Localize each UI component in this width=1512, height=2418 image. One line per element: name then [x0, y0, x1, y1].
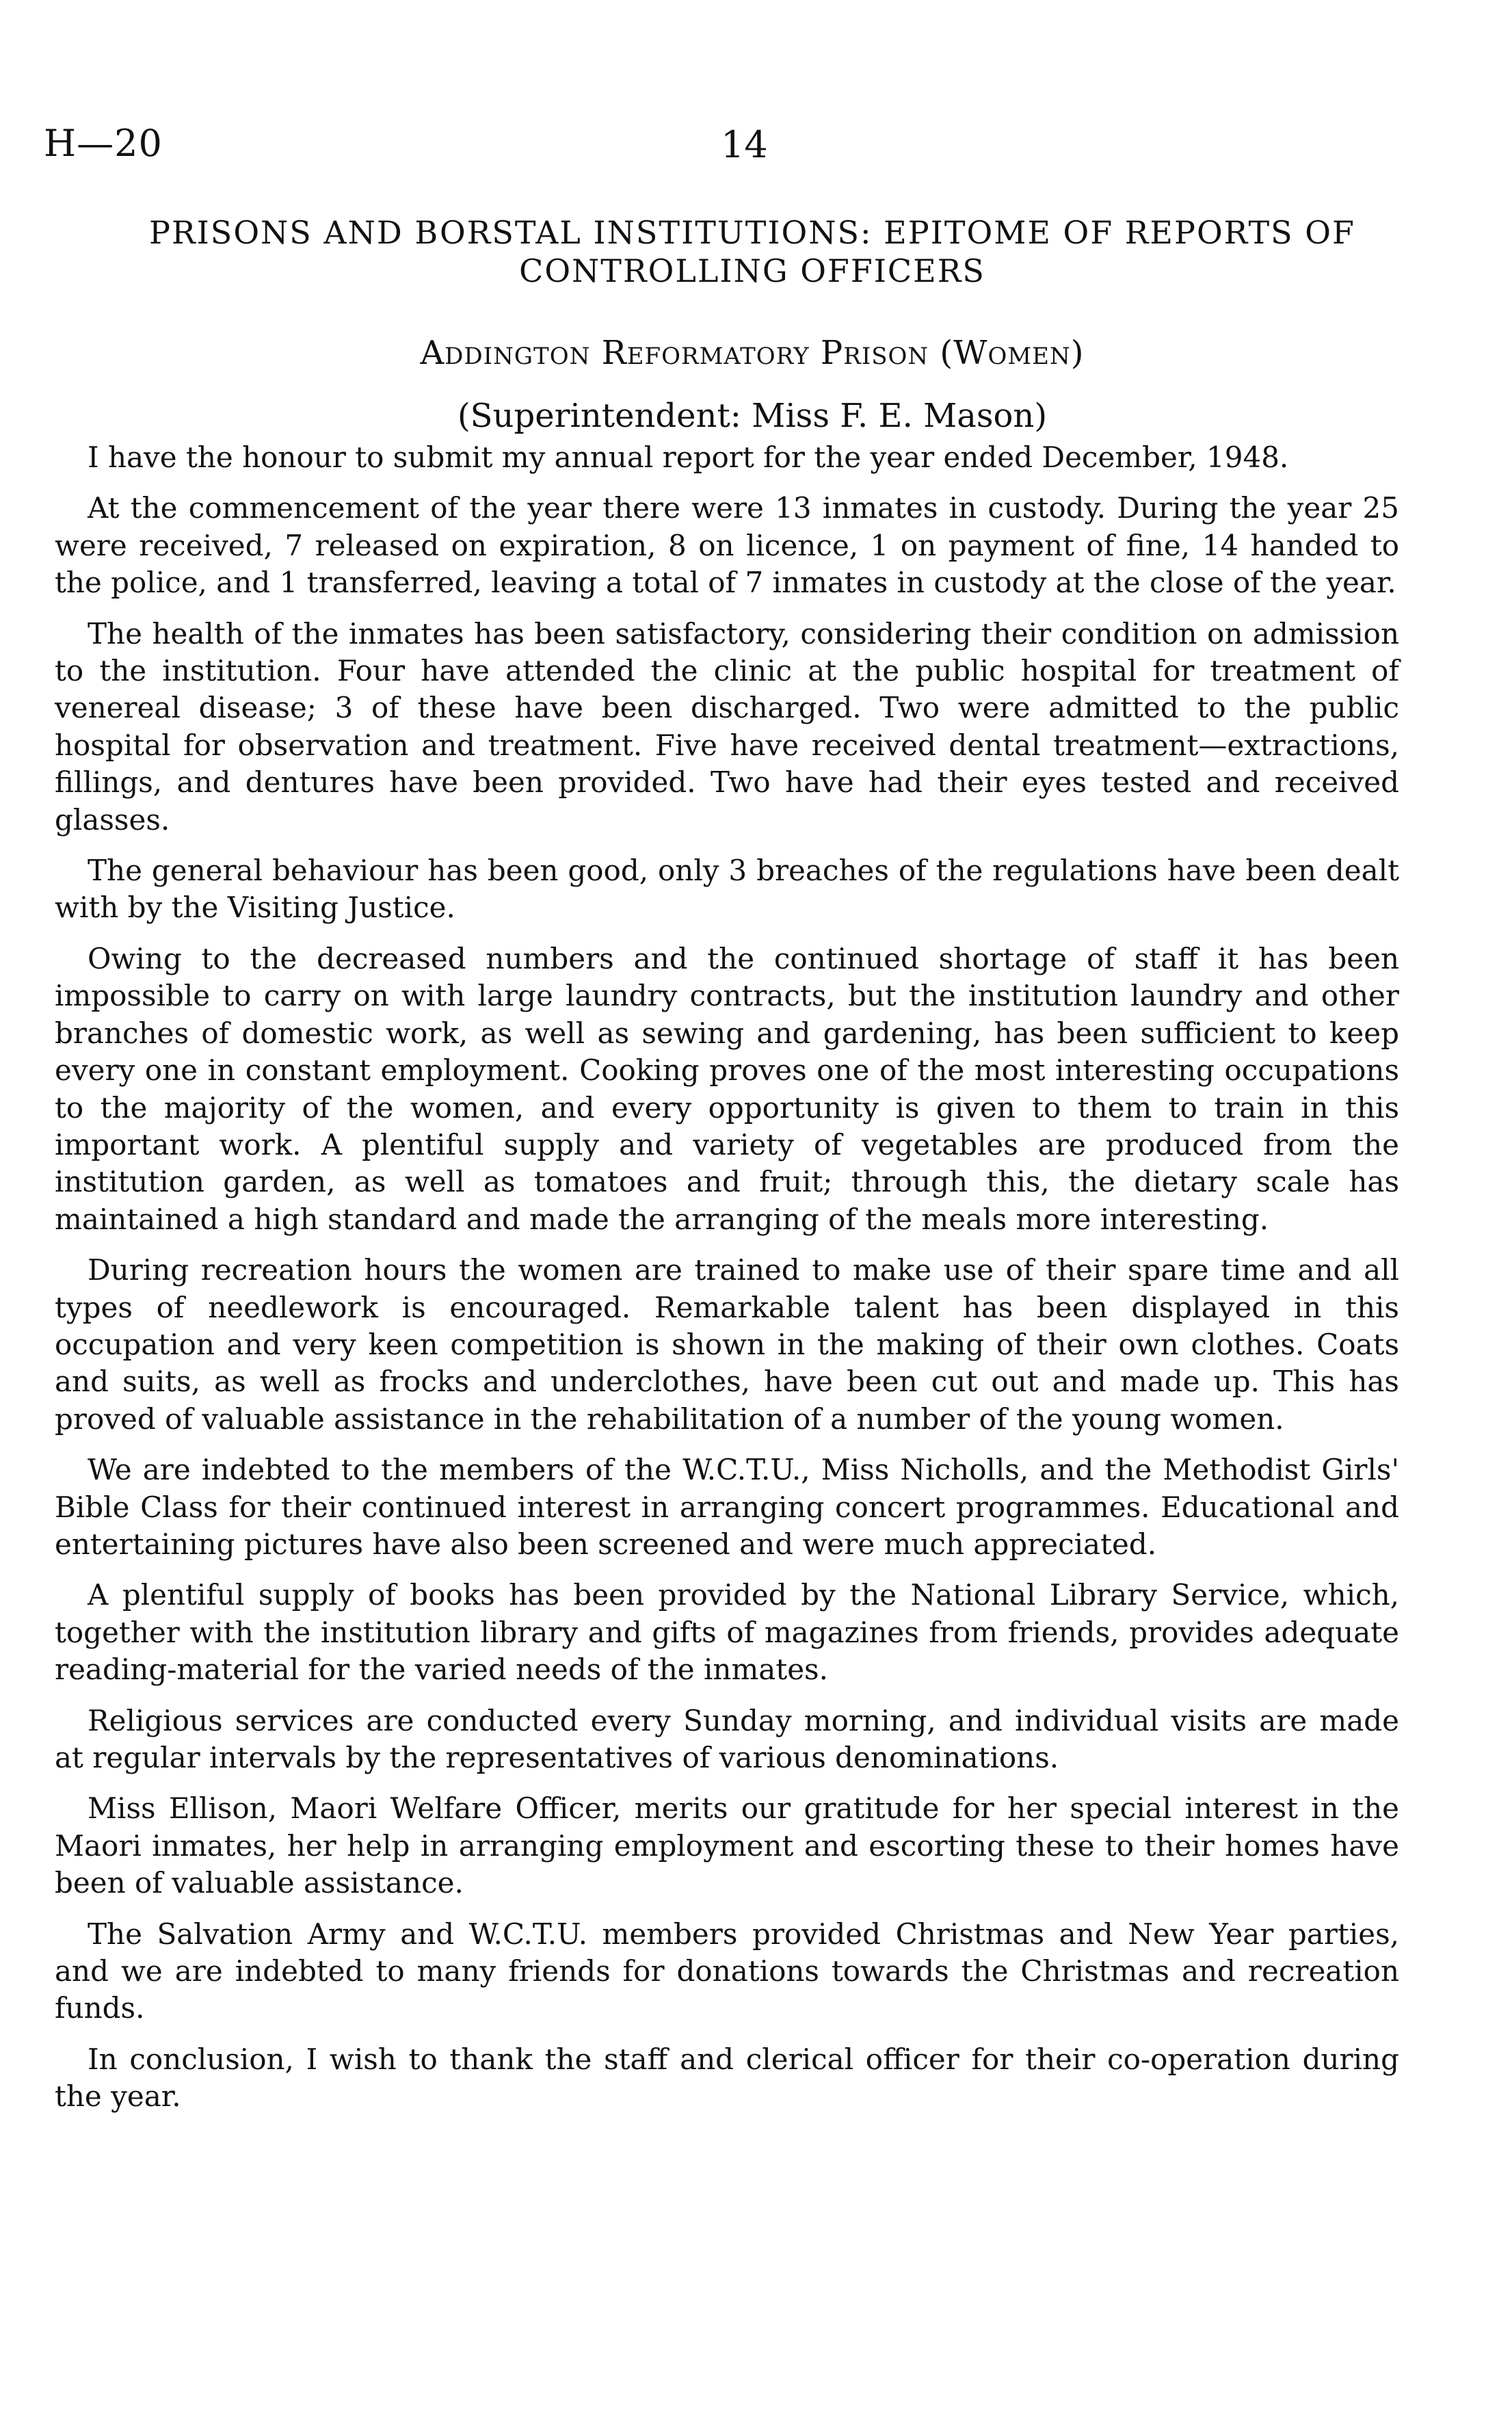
- page-number: 14: [721, 123, 768, 166]
- superintendent-line: (Superintendent: Miss F. E. Mason): [457, 397, 1048, 435]
- page-header: [44, 122, 1435, 176]
- paragraph: The general behaviour has been good, only 3 breaches of the regulations have been dealt with by the Visiting Justice.: [55, 854, 1399, 925]
- paragraph: At the commencement of the year there were 13 inmates in custody. During the year 25 were received, 7 released on expiration, 8 on licence, 1 on payment of fine, 14 handed to the police, and 1 transferred, leaving a total of 7 inmates in custody at the close of the year.: [55, 491, 1399, 600]
- paragraph: Religious services are conducted every Sunday morning, and individual visits are made at regular intervals by the representatives of various denominations.: [55, 1703, 1399, 1774]
- institution-heading: Addington Reformatory Prison (Women): [420, 334, 1085, 372]
- document-reference: H—20: [44, 122, 163, 165]
- paragraph: Owing to the decreased numbers and the continued shortage of staff it has been impossible to carry on with large laundry contracts, but the institution laundry and other branches of domestic work, as well as sewing and gardening, has been sufficient to keep every one in constant employment. Cooking proves one of the most interesting occupations to the majority of the women, and every opportunity is given to them to train in this important work. A plentiful supply and variety of vegetables are produced from the institution garden, as well as tomatoes and fruit; through this, the dietary scale has maintained a high standard and made the arranging of the meals more interesting.: [55, 941, 1399, 1236]
- paragraph: During recreation hours the women are trained to make use of their spare time and all types of needlework is encouraged. Remarkable talent has been displayed in this occupation and very keen competition is shown in the making of their own clothes. Coats and suits, as well as frocks and underclothes, have been cut out and made up. This has proved of valuable assistance in the rehabilitation of a number of the young women.: [55, 1253, 1399, 1436]
- paragraph: In conclusion, I wish to thank the staff and clerical officer for their co-operation during the year.: [55, 2042, 1399, 2114]
- paragraph: We are indebted to the members of the W.C.T.U., Miss Nicholls, and the Methodist Girls' Bible Class for their continued interest in arranging concert programmes. Educational and entertaining pictures have also been screened and were much appreciated.: [55, 1453, 1399, 1561]
- paragraph: The Salvation Army and W.C.T.U. members provided Christmas and New Year parties, and we are indebted to many friends for donations towards the Christmas and recreation funds.: [55, 1917, 1399, 2025]
- report-title: PRISONS AND BORSTAL INSTITUTIONS: EPITOME OF REPORTS OF CONTROLLING OFFICERS: [149, 214, 1355, 289]
- paragraph: A plentiful supply of books has been provided by the National Library Service, which, together with the institution library and gifts of magazines from friends, provides adequate reading-material for the varied needs of the inmates.: [55, 1578, 1399, 1687]
- paragraph: I have the honour to submit my annual report for the year ended December, 1948.: [88, 441, 1289, 474]
- report-body: [55, 439, 1399, 2116]
- paragraph: Miss Ellison, Maori Welfare Officer, merits our gratitude for her special interest in the Maori inmates, her help in arranging employment and escorting these to their homes have been of valuable assistance.: [55, 1791, 1399, 1900]
- paragraph: The health of the inmates has been satisfactory, considering their condition on admission to the institution. Four have attended the clinic at the public hospital for treatment of venereal disease; 3 of these have been discharged. Two were admitted to the public hospital for observation and treatment. Five have received dental treatment—extractions, fillings, and dentures have been provided. Two have had their eyes tested and received glasses.: [55, 616, 1399, 837]
